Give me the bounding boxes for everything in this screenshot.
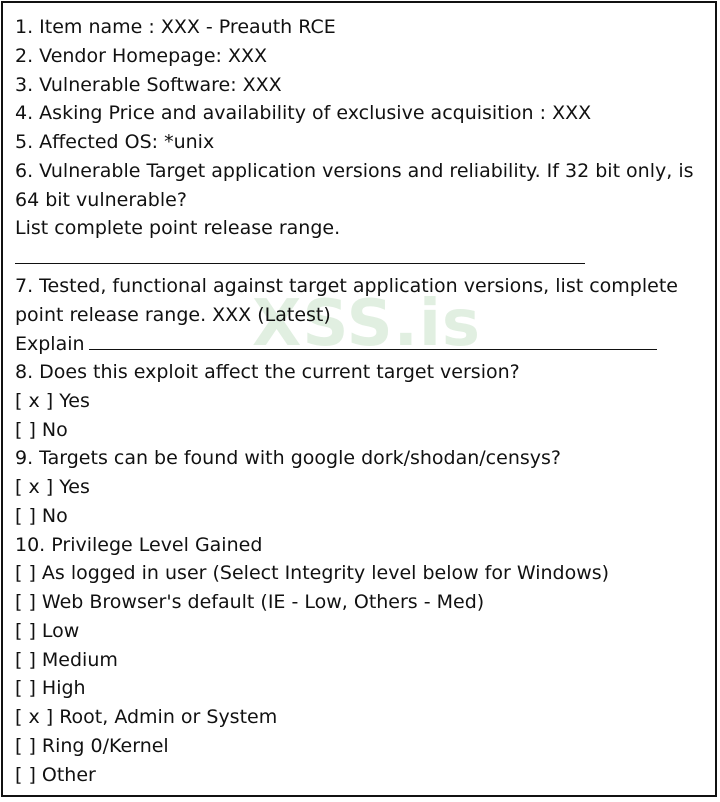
vendor-homepage-line: 2. Vendor Homepage: XXX	[15, 44, 268, 67]
privilege-option-ring0: [ ] Ring 0/Kernel	[15, 734, 169, 757]
form-text	[15, 13, 715, 789]
privilege-option-other: [ ] Other	[15, 763, 96, 786]
privilege-option-logged-in: [ ] As logged in user (Select Integrity level below for Windows)	[15, 562, 610, 585]
privilege-option-browser-default: [ ] Web Browser's default (IE - Low, Others - Med)	[15, 591, 485, 613]
targets-found-question: 9. Targets can be found with google dork/shodan/censys?	[15, 447, 561, 470]
privilege-option-low: [ ] Low	[15, 619, 80, 642]
watermark: XSS.is	[252, 287, 481, 361]
target-versions-line-2: 64 bit vulnerable?	[15, 188, 187, 211]
affects-current-no-option: [ ] No	[15, 418, 68, 441]
privilege-option-root: [ x ] Root, Admin or System	[15, 706, 278, 728]
affects-current-question: 8. Does this exploit affect the current target version?	[15, 361, 520, 383]
item-name-line: 1. Item name : XXX - Preauth RCE	[15, 16, 336, 38]
release-range-line: List complete point release range.	[15, 217, 341, 240]
vulnerable-software-line: 3. Vulnerable Software: XXX	[15, 73, 282, 96]
targets-found-yes-option: [ x ] Yes	[15, 476, 90, 498]
asking-price-line: 4. Asking Price and availability of exclusive acquisition : XXX	[15, 102, 592, 125]
affects-current-yes-option: [ x ] Yes	[15, 389, 90, 412]
affected-os-line: 5. Affected OS: *unix	[15, 131, 215, 153]
explain-rule	[89, 329, 657, 350]
blank-rule	[15, 243, 585, 264]
blank-rule-line	[15, 243, 715, 272]
explain-label: Explain	[15, 333, 85, 356]
privilege-level-heading: 10. Privilege Level Gained	[15, 533, 263, 556]
privilege-option-high: [ ] High	[15, 677, 86, 700]
privilege-option-medium: [ ] Medium	[15, 648, 118, 671]
target-versions-line: 6. Vulnerable Target application versions and reliability. If 32 bit only, is	[15, 159, 694, 182]
tested-versions-line: 7. Tested, functional against target application versions, list complete	[15, 274, 678, 297]
targets-found-no-option: [ ] No	[15, 504, 68, 527]
tested-versions-line-2: point release range. XXX (Latest)	[15, 303, 331, 326]
explain-line	[15, 329, 715, 358]
